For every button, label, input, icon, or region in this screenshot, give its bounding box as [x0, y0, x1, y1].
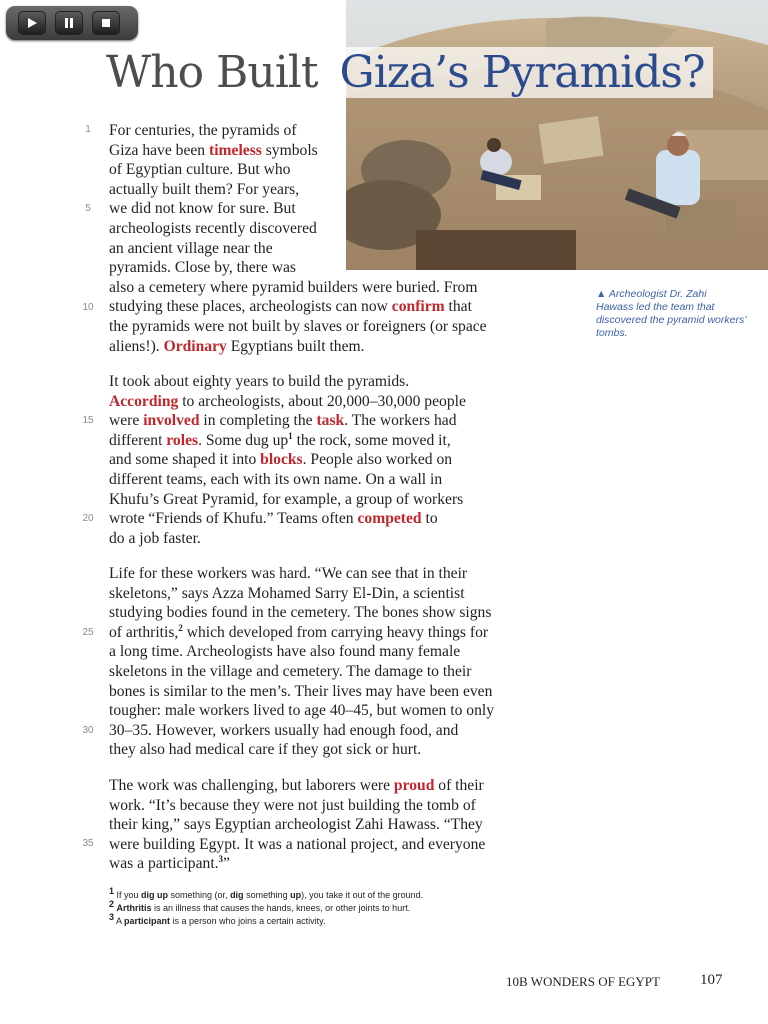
- footnote: [109, 886, 424, 901]
- photo-caption: ▲ Archeologist Dr. Zahi Hawass led the team that discovered the pyramid workers’ tombs.: [596, 288, 746, 339]
- line-number: 10: [82, 302, 94, 313]
- play-button[interactable]: [18, 11, 46, 35]
- text-run: the pyramids were not built by slaves or foreigners (or space: [109, 318, 487, 335]
- stop-icon: [100, 17, 112, 29]
- line-number: 35: [82, 838, 94, 849]
- text-run: we did not know for sure. But: [109, 200, 296, 218]
- vocab-word[interactable]: blocks: [260, 451, 303, 469]
- line-number: 20: [82, 513, 94, 524]
- text-run: work. “It’s because they were not just building the tomb of: [109, 796, 476, 814]
- text-run: an ancient village near the: [109, 239, 273, 257]
- text-run: tougher: male workers lived to age 40–45, but women to only: [109, 702, 495, 720]
- page-title: [106, 40, 713, 106]
- text-run: were building Egypt. It was a national project, and everyone: [109, 835, 486, 853]
- text-line: [109, 776, 484, 796]
- text-run: skeletons,” says Azza Mohamed Sarry El-Din, a scientist: [109, 584, 465, 602]
- vocab-word[interactable]: task: [316, 412, 345, 430]
- text-line: [109, 662, 471, 682]
- text-run: a long time. Archeologists have also found many female: [109, 643, 461, 661]
- text-line: [109, 160, 290, 180]
- stop-button[interactable]: [92, 11, 120, 35]
- text-run: archeologists recently discovered: [109, 220, 317, 237]
- text-run: Egyptians built them.: [226, 337, 365, 355]
- text-line: [109, 509, 438, 529]
- text-run: of arthritis,: [109, 623, 179, 641]
- line-number: 30: [82, 725, 94, 736]
- text-line: [109, 854, 230, 874]
- text-line: [109, 411, 457, 431]
- footnote-text: something: [243, 890, 291, 900]
- title-part-2: Giza’s Pyramids?: [334, 47, 713, 98]
- footnote-text: participant: [124, 916, 171, 926]
- play-icon: [26, 17, 38, 29]
- text-line: [109, 470, 442, 490]
- text-run: do a job faster.: [109, 529, 201, 547]
- text-line: [109, 701, 494, 721]
- vocab-word[interactable]: confirm: [391, 298, 445, 316]
- text-line: [109, 796, 476, 816]
- text-line: [109, 219, 317, 239]
- text-line: [109, 431, 451, 451]
- text-run: studying these places, archeologists can now: [109, 298, 392, 316]
- text-run: that: [444, 298, 472, 316]
- text-run: was a participant.: [109, 855, 219, 873]
- text-line: [109, 835, 485, 855]
- text-run: aliens!).: [109, 337, 164, 355]
- text-line: [109, 180, 299, 200]
- text-line: [109, 392, 466, 412]
- footnote: [109, 899, 411, 914]
- footnote-number: 1: [109, 886, 115, 896]
- text-run: It took about eighty years to build the pyramids.: [109, 373, 410, 390]
- text-line: [109, 141, 318, 161]
- footnote-text: dig up: [141, 890, 169, 900]
- media-player-controls: [6, 6, 138, 40]
- text-run: different: [109, 431, 167, 449]
- vocab-word[interactable]: roles: [166, 431, 199, 449]
- text-run: in completing the: [199, 412, 317, 430]
- text-run: of their: [434, 777, 484, 794]
- text-run: their king,” says Egyptian archeologist Zahi Hawass. “They: [109, 816, 483, 834]
- title-part-1: Who Built: [106, 47, 318, 98]
- text-line: [109, 121, 297, 141]
- text-line: [109, 642, 460, 662]
- text-line: [109, 337, 365, 357]
- text-run: skeletons in the village and cemetery. The damage to their: [109, 663, 472, 680]
- text-line: [109, 450, 452, 470]
- text-line: [109, 529, 201, 549]
- text-line: [109, 199, 296, 219]
- text-run: actually built them? For years,: [109, 180, 300, 198]
- footnote-marker: 2: [178, 622, 183, 633]
- text-run: pyramids. Close by, there was: [109, 259, 296, 277]
- vocab-word[interactable]: Ordinary: [163, 337, 227, 355]
- text-run: . The workers had: [344, 412, 457, 430]
- vocab-word[interactable]: timeless: [209, 141, 262, 159]
- footer-section-label: 10B WONDERS OF EGYPT: [506, 974, 660, 989]
- text-run: bones is similar to the men’s. Their lives may have been even: [109, 682, 493, 700]
- text-run: . Some dug up: [198, 431, 289, 449]
- text-run: which developed from carrying heavy things for: [182, 623, 489, 641]
- text-run: wrote “Friends of Khufu.” Teams often: [109, 510, 358, 528]
- text-line: [109, 740, 421, 760]
- text-run: to: [421, 510, 438, 528]
- text-line: [109, 278, 478, 298]
- footnote-number: 3: [109, 912, 115, 922]
- text-line: [109, 584, 465, 604]
- text-run: For centuries, the pyramids of: [109, 122, 297, 139]
- text-line: [109, 623, 488, 643]
- text-line: [109, 372, 409, 392]
- text-line: [109, 721, 458, 741]
- text-line: [109, 564, 467, 584]
- text-run: Khufu’s Great Pyramid, for example, a group of workers: [109, 490, 464, 508]
- pause-icon: [63, 17, 75, 29]
- text-line: [109, 239, 273, 259]
- footnote: [109, 912, 326, 927]
- text-run: Giza have been: [109, 141, 210, 159]
- footnote-text: is a person who joins a certain activity.: [170, 916, 326, 926]
- line-number: 25: [82, 627, 94, 638]
- text-run: they also had medical care if they got sick or hurt.: [109, 741, 422, 759]
- pause-button[interactable]: [55, 11, 83, 35]
- footnote-text: is an illness that causes the hands, knees, or other joints to hurt.: [151, 903, 411, 913]
- vocab-word[interactable]: involved: [143, 412, 200, 430]
- text-line: [109, 682, 492, 702]
- text-run: ”: [223, 855, 230, 873]
- text-run: and some shaped it into: [109, 451, 261, 469]
- text-run: were: [109, 412, 144, 430]
- footnote-number: 2: [109, 899, 115, 909]
- footnote-text: If you: [114, 890, 142, 900]
- text-run: also a cemetery where pyramid builders were buried. From: [109, 278, 478, 296]
- footnote-text: up: [290, 890, 302, 900]
- text-run: symbols: [261, 141, 318, 159]
- vocab-word[interactable]: competed: [357, 510, 422, 528]
- vocab-word[interactable]: proud: [393, 777, 435, 794]
- footnote-marker: 3: [218, 854, 224, 865]
- footnote-text: ), you take it out of the ground.: [301, 890, 424, 900]
- footnote-text: something (or,: [168, 890, 231, 900]
- text-line: [109, 297, 472, 317]
- text-line: [109, 603, 491, 623]
- text-line: [109, 815, 483, 835]
- text-run: the rock, some moved it,: [292, 431, 451, 449]
- line-number: 15: [82, 415, 94, 426]
- text-run: studying bodies found in the cemetery. The bones show signs: [109, 604, 492, 622]
- text-line: [109, 317, 487, 337]
- text-run: of Egyptian culture. But who: [109, 161, 291, 179]
- line-number: 5: [85, 203, 91, 214]
- footnote-text: A: [114, 916, 125, 926]
- page-number: 107: [700, 972, 723, 988]
- text-run: . People also worked on: [302, 451, 453, 469]
- text-run: Life for these workers was hard. “We can see that in their: [109, 565, 468, 582]
- text-run: The work was challenging, but laborers were: [109, 777, 394, 794]
- line-number: 1: [85, 124, 91, 135]
- vocab-word[interactable]: According: [109, 392, 179, 410]
- text-run: to archeologists, about 20,000–30,000 people: [178, 392, 466, 410]
- text-run: 30–35. However, workers usually had enough food, and: [109, 721, 459, 739]
- text-line: [109, 258, 296, 278]
- footnote-text: dig: [230, 890, 244, 900]
- text-line: [109, 490, 463, 510]
- text-run: different teams, each with its own name. On a wall in: [109, 471, 443, 488]
- footnote-marker: 1: [288, 430, 293, 441]
- footnote-text: Arthritis: [116, 903, 152, 913]
